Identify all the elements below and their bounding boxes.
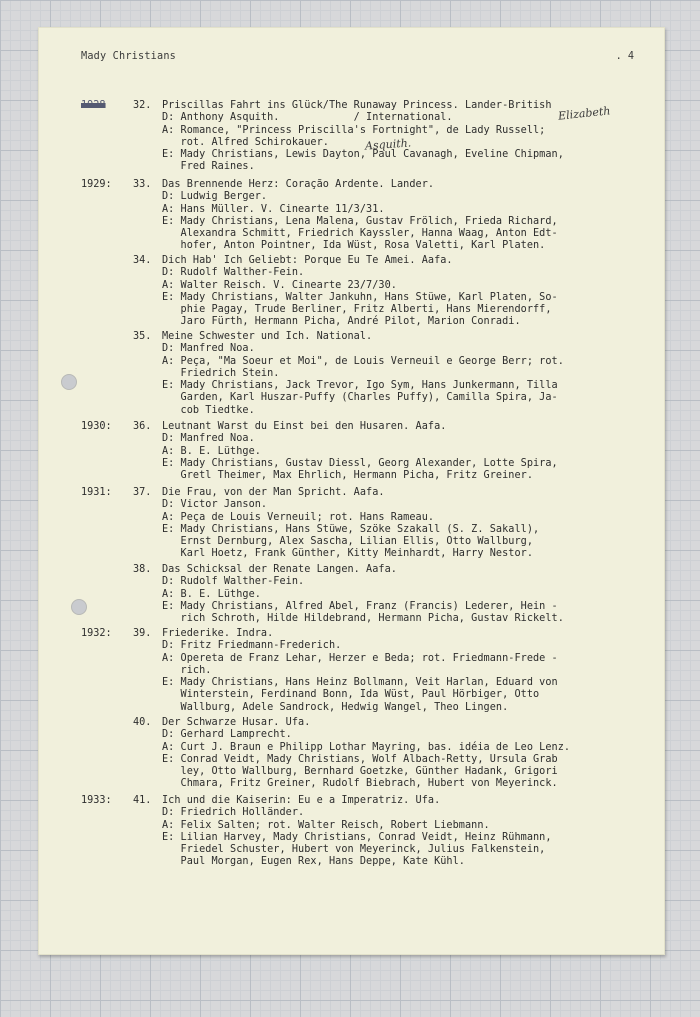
entry-detail-line: E: Mady Christians, Alfred Abel, Franz (Francis) Lederer, Hein - [162,600,558,612]
entry-detail-line: Jaro Fürth, Hermann Picha, André Pilot, Marion Conradi. [162,316,521,328]
entry-detail-line: D: Manfred Noa. [162,433,255,445]
entry-detail-line: A: Romance, "Princess Priscilla's Fortnight", de Lady Russell; [162,124,546,136]
entry-year: 1933: [81,795,112,806]
entry-detail-line: Fred Raines. [162,161,255,173]
punch-hole [71,599,87,615]
entry-detail-line: Winterstein, Ferdinand Bonn, Ida Wüst, Paul Hörbiger, Otto [162,689,540,701]
entry-detail-line: A: Curt J. Braun e Philipp Lothar Mayring, bas. idéia de Leo Lenz. [162,741,571,753]
entry-number: 33. [133,179,152,190]
entry-number: 37. [133,487,152,498]
page-header-title: Mady Christians [81,51,177,62]
entry-detail-line: D: Rudolf Walther-Fein. [162,576,305,588]
handwritten-note: Elizabeth [557,104,612,123]
entry-details [162,628,644,714]
entry-detail-line: D: Gerhard Lamprecht. [162,729,292,741]
entry-details [162,255,644,329]
entry-detail-line: ley, Otto Wallburg, Bernhard Goetzke, Günther Hadank, Grigori [162,766,558,778]
entry-detail-line: Ernst Dernburg, Alex Sascha, Lilian Ellis, Otto Wallburg, [162,536,534,548]
entry-number: 40. [133,717,152,728]
entry-detail-line: D: Ludwig Berger. [162,191,268,203]
film-title-line: Die Frau, von der Man Spricht. Aafa. [162,487,385,498]
entry-year: 1928 [81,100,106,111]
entry-detail-line: Chmara, Fritz Greiner, Rudolf Biebrach, Hubert von Meyerinck. [162,778,558,790]
entry-number: 38. [133,564,152,575]
entry-detail-line: E: Lilian Harvey, Mady Christians, Conrad Veidt, Heinz Rühmann, [162,831,552,843]
entry-detail-line: D: Rudolf Walther-Fein. [162,267,305,279]
page-number: . 4 [615,51,634,62]
entry-detail-line: Wallburg, Adele Sandrock, Hedwig Wangel, Theo Lingen. [162,701,509,713]
entry-number: 35. [133,331,152,342]
entry-detail-line: Friedel Schuster, Hubert von Meyerinck, Julius Falkenstein, [162,844,546,856]
entry-details [162,717,644,791]
entry-number: 32. [133,100,152,111]
film-title-line: Der Schwarze Husar. Ufa. [162,717,311,728]
film-title-line: Priscillas Fahrt ins Glück/The Runaway Princess. Lander-British [162,100,552,111]
entry-detail-line: Paul Morgan, Eugen Rex, Hans Deppe, Kate Kühl. [162,856,465,868]
entry-detail-line: hofer, Anton Pointner, Ida Wüst, Rosa Valetti, Karl Platen. [162,240,546,252]
entry-details [162,487,644,561]
film-title-line: Ich und die Kaiserin: Eu e a Imperatriz. Ufa. [162,795,441,806]
entry-detail-line: E: Mady Christians, Gustav Diessl, Georg Alexander, Lotte Spira, [162,457,558,469]
entry-detail-line: rot. Alfred Schirokauer. [162,136,329,148]
entry-details [162,564,644,625]
entry-number: 41. [133,795,152,806]
handwritten-note: Asquith. [364,136,412,153]
entry-detail-line: Friedrich Stein. [162,367,280,379]
entry-detail-line: D: Manfred Noa. [162,343,255,355]
entry-detail-line: Gretl Theimer, Max Ehrlich, Hermann Picha, Fritz Greiner. [162,470,534,482]
entry-detail-line: E: Mady Christians, Hans Heinz Bollmann, Veit Harlan, Eduard von [162,677,558,689]
entry-detail-line: D: Fritz Friedmann-Frederich. [162,640,342,652]
film-title-line: Friederike. Indra. [162,628,274,639]
entry-year: 1930: [81,421,112,432]
film-title-line: Das Brennende Herz: Coração Ardente. Lander. [162,179,435,190]
entry-detail-line: A: B. E. Lüthge. [162,445,261,457]
entry-detail-line: E: Mady Christians, Lena Malena, Gustav Frölich, Frieda Richard, [162,215,558,227]
film-title-line: Leutnant Warst du Einst bei den Husaren. Aafa. [162,421,447,432]
entry-detail-line: E: Mady Christians, Lewis Dayton, Paul Cavanagh, Eveline Chipman, [162,149,564,161]
film-title-line: Meine Schwester und Ich. National. [162,331,373,342]
entry-detail-line: A: Opereta de Franz Lehar, Herzer e Beda; rot. Friedmann-Frede - [162,652,558,664]
entry-number: 39. [133,628,152,639]
entry-detail-line: A: B. E. Lüthge. [162,588,261,600]
entry-detail-line: E: Mady Christians, Jack Trevor, Igo Sym, Hans Junkermann, Tilla [162,380,558,392]
entry-detail-line: Garden, Karl Huszar-Puffy (Charles Puffy), Camilla Spira, Ja- [162,392,558,404]
entry-detail-line: D: Victor Janson. [162,499,268,511]
entry-detail-line: E: Mady Christians, Hans Stüwe, Szöke Szakall (S. Z. Sakall), [162,523,540,535]
entry-detail-line: A: Hans Müller. V. Cinearte 11/3/31. [162,203,385,215]
entry-detail-line: A: Felix Salten; rot. Walter Reisch, Robert Liebmann. [162,819,490,831]
entry-details [162,795,644,869]
entry-details [162,421,644,482]
film-title-line: Dich Hab' Ich Geliebt: Porque Eu Te Amei. Aafa. [162,255,453,266]
entry-detail-line: A: Peça, "Ma Soeur et Moi", de Louis Verneuil e George Berr; rot. [162,355,564,367]
film-title-line: Das Schicksal der Renate Langen. Aafa. [162,564,397,575]
entry-detail-line: E: Conrad Veidt, Mady Christians, Wolf Albach-Retty, Ursula Grab [162,753,558,765]
entry-details [162,179,644,253]
entry-year: 1931: [81,487,112,498]
entry-detail-line: E: Mady Christians, Walter Jankuhn, Hans Stüwe, Karl Platen, So- [162,291,558,303]
entry-year: 1932: [81,628,112,639]
entry-detail-line: Karl Hoetz, Frank Günther, Kitty Meinhardt, Harry Nestor. [162,548,534,560]
entry-year: 1929: [81,179,112,190]
entry-number: 34. [133,255,152,266]
entry-detail-line: D: Friedrich Holländer. [162,807,305,819]
entry-detail-line: A: Peça de Louis Verneuil; rot. Hans Rameau. [162,511,435,523]
entry-detail-line: rich Schroth, Hilde Hildebrand, Hermann Picha, Gustav Rickelt. [162,613,564,625]
entry-detail-line: phie Pagay, Trude Berliner, Fritz Alberti, Hans Mierendorff, [162,304,552,316]
entry-detail-line: rich. [162,664,212,676]
entry-detail-line: A: Walter Reisch. V. Cinearte 23/7/30. [162,279,397,291]
entry-detail-line: Alexandra Schmitt, Friedrich Kayssler, Hanna Waag, Anton Edt- [162,228,558,240]
document-page [38,27,665,955]
entry-number: 36. [133,421,152,432]
entry-details [162,331,644,417]
entry-detail-line: D: Anthony Asquith. / International. [162,112,453,124]
entry-detail-line: cob Tiedtke. [162,404,255,416]
punch-hole [61,374,77,390]
